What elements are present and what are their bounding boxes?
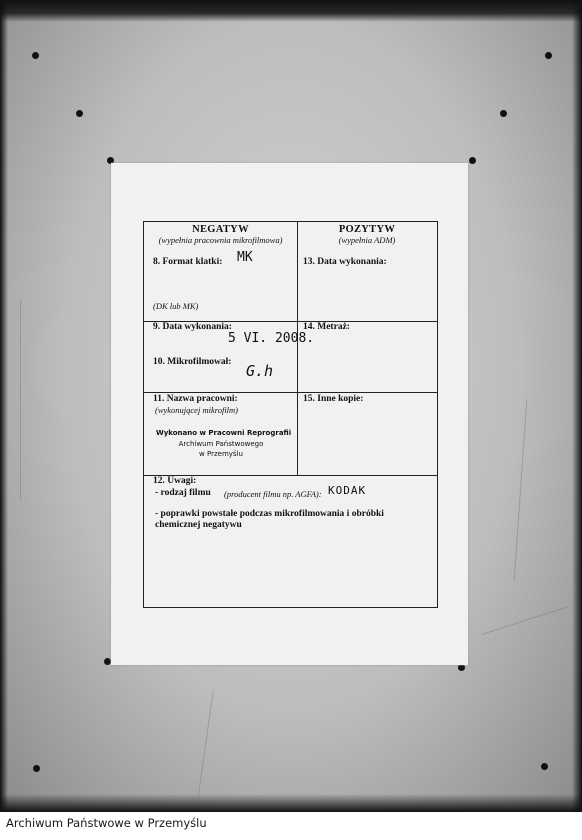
form-divider-vertical [297,222,298,475]
nazwa-pracowni-label: 11. Nazwa pracowni: [153,394,238,404]
film-dot [545,52,552,59]
metraz-label: 14. Metraż: [303,322,350,332]
pozytyw-subtitle: (wypełnia ADM) [338,235,396,245]
film-dot [541,763,548,770]
stamp-line: Wykonano w Pracowni Reprografii [156,429,292,437]
poprawki-line: chemicznej negatywu [155,520,242,530]
mikrofilmowal-signature: G.h [246,362,274,380]
form-divider [144,392,437,393]
film-edge-top [0,0,582,22]
archive-credit: Archiwum Państwowe w Przemyślu [6,816,207,830]
data-wykonania-value: 5 VI. 2008. [228,331,315,346]
stamp-line: Archiwum Państwowego [178,440,264,448]
pozytyw-title: POZYTYW [338,224,396,235]
film-dot [32,52,39,59]
stamp-line: w Przemyślu [199,450,243,458]
mikrofilmowal-label: 10. Mikrofilmował: [153,357,232,367]
film-scratch [514,400,528,580]
negatyw-title: NEGATYW [192,224,249,235]
film-dot [76,110,83,117]
film-scratch [482,606,568,635]
nazwa-pracowni-note: (wykonującej mikrofilm) [155,405,239,415]
format-klatki-value: MK [237,250,253,265]
rodzaj-filmu-note: (producent filmu np. AGFA): [224,489,322,499]
film-scratch [197,690,213,799]
film-edge-bottom [0,794,582,812]
film-dot [33,765,40,772]
rodzaj-filmu-label: - rodzaj filmu [155,488,211,498]
film-dot [458,664,465,671]
format-klatki-label: 8. Format klatki: [153,257,223,267]
microfilm-record-form [143,221,438,608]
data-wykonania-label: 9. Data wykonania: [153,322,232,332]
film-dot [500,110,507,117]
format-klatki-note: (DK lub MK) [153,301,199,311]
film-scratch [20,300,21,500]
negatyw-subtitle: (wypełnia pracownia mikrofilmowa) [158,235,283,245]
film-edge-left [0,0,8,812]
film-edge-right [572,0,582,812]
pozytyw-header [297,222,437,245]
rodzaj-filmu-value: KODAK [328,484,367,497]
poprawki-line: - poprawki powstałe podczas mikrofilmowania i obróbki [155,509,384,519]
data-wykonania-pozytyw-label: 13. Data wykonania: [303,257,387,267]
film-dot [469,157,476,164]
negatyw-header [144,222,297,245]
film-dot [104,658,111,665]
uwagi-label: 12. Uwagi: [153,476,197,486]
inne-kopie-label: 15. Inne kopie: [303,394,364,404]
